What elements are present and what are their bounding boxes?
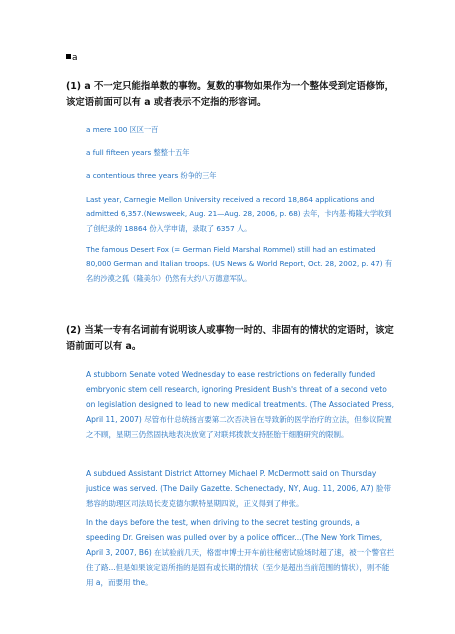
section1-example-5: The famous Desert Fox (= German Field Marshal Rommel) still had an estimated 80,000 German and Italian troops. (US News & World Report, Oct. 28, 2002, p. 47) 有名的沙漠之狐（隆美尔）仍然有大约八万德意军队。 bbox=[86, 245, 393, 283]
section2-example-1: A stubborn Senate voted Wednesday to ease restrictions on federally funded embryonic stem cell research, ignoring President Bush's threat of a second veto on legislation designed to lead to new medical treatments. (The Associated Press, April 11, 2007) 尽管布什总统扬言要第二次否决旨在导致新的医学治疗的立法，但参议院置之不顾，星期三仍然固执地表决放宽了对联邦拨款支持胚胎干细胞研究的限制。 bbox=[86, 370, 395, 439]
section2-example-3: In the days before the test, when driving to the secret testing grounds, a speeding Dr. Greisen was pulled over by a police officer...(The New York Times, April 3, 2007, B6) 在试验前几天，格雷申博士开车前往秘密试验场时超了速，被一个警官拦住了路...但是如果该定语所指的是固有或长期的情状（至少是超出当前范围的情状），则不能用 a，而要用 the。 bbox=[86, 518, 395, 587]
square-bullet-icon bbox=[66, 54, 71, 59]
section1-example-2: a full fifteen years 整整十五年 bbox=[86, 148, 190, 157]
section2-heading: (2) 当某一专有名词前有说明该人或事物一时的、非固有的情状的定语时，该定语前面可以有 a。 bbox=[66, 325, 394, 352]
section-marker: a bbox=[66, 52, 78, 64]
section1-example-3: a contentious three years 纷争的三年 bbox=[86, 171, 217, 180]
section1-heading: (1) a 不一定只能指单数的事物。复数的事物如果作为一个整体受到定语修饰，该定语前面可以有 a 或者表示不定指的形容词。 bbox=[66, 81, 394, 108]
section1-example-4: Last year, Carnegie Mellon University received a record 18,864 applications and admitted 6,357.(Newsweek, Aug. 21—Aug. 28, 2006, p. 68) 去年，卡内基·梅隆大学收到了创纪录的 18864 份入学申请，录取了 6357 人。 bbox=[86, 195, 392, 233]
section1-example-1: a mere 100 区区一百 bbox=[86, 125, 159, 134]
section2-example-2: A subdued Assistant District Attorney Michael P. McDermott said on Thursday justice was served. (The Daily Gazette. Schenectady, NY, Aug. 11, 2006, A7) 脸带愁容的助理区司法局长麦克德尔默特星期四说，正义得到了伸张。 bbox=[86, 469, 391, 508]
